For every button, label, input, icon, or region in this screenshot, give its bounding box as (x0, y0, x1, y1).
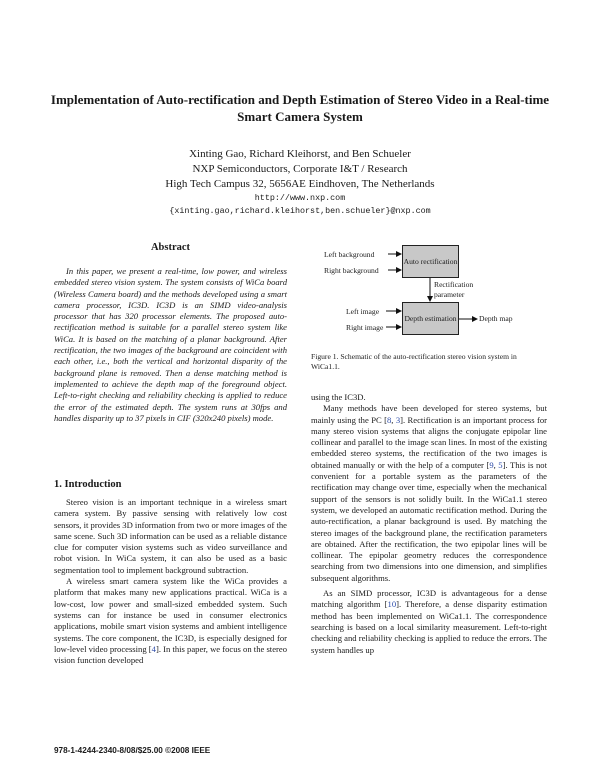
right-p1-text-a: Many methods have been developed for stereo systems, but mainly using the PC [ (311, 403, 547, 425)
authors: Xinting Gao, Richard Kleihorst, and Ben Schueler (189, 148, 411, 160)
right-p2-text-b: ]. Therefore, a dense disparity estimation method has been implemented on WiCa1.1. The correspondence searching is based on a local similarity measurement. Left-to-right checking and reliability checking is applied to reduce the errors. The system handles up (311, 599, 547, 655)
right-p1-sep-1: , (391, 414, 396, 425)
right-p1-text-c: ]. This is not convenient for a portable system as the parameters of the rectification may change over time, especially when the mechanical support of the sensors is not solidly built. In the WiCa1.1 stereo system, we developed an automatic rectification method. During the auto-rectification, a planar background is used. By matching the stereo images of the background plane, the rectification parameters are obtained. After the rectification, the two epipolar lines will be collinear. The epipolar geometry reduces the correspondence searching from two dimensions into one dimension, and simplifies subsequent algorithms. (311, 459, 547, 583)
right-p2-text-a: As an SIMD processor, IC3D is advantageous for a dense matching algorithm [ (311, 588, 547, 610)
citation-link[interactable]: 3 (395, 414, 401, 425)
citation-link[interactable]: 10 (387, 599, 397, 610)
copyright-footer: 978-1-4244-2340-8/08/$25.00 ©2008 IEEE (54, 746, 211, 755)
website-link[interactable]: http://www.nxp.com (254, 193, 346, 203)
intro-paragraph-2-text: A wireless smart camera system like the WiCa provides a platform that makes many new applications practical. WiCa is a low-cost, low power and small-sized embedded system. Such systems can for instance be used in consumer electronics applications, mobile smart vision systems and ambient intelligence systems. The core component, the IC3D, is especially designed for low-level video processing [ (54, 576, 287, 654)
diagram-arrows (300, 240, 560, 350)
label-depth-map: Depth map (479, 314, 513, 323)
citation-link[interactable]: 9 (489, 459, 494, 470)
email-addresses[interactable]: {xinting.gao,richard.kleihorst,ben.schueler}@nxp.com (169, 206, 431, 216)
right-paragraph-0: using the IC3D. (311, 392, 366, 402)
affiliation: NXP Semiconductors, Corporate I&T / Research (192, 163, 408, 175)
intro-paragraph-1: Stereo vision is an important technique in a wireless smart camera system. By passive sensing with relatively low cost sensors, it provides 3D information from two or more images of the same scene. Such 3D information can be used as a reliable distance clue for computer vision systems such as video surveillance and robot vision. In WiCa system, it can also be used as a basic segmentation tool to implement background subtraction. (54, 497, 287, 575)
label-rect-param-text: Rectification parameter (434, 280, 474, 299)
paper-title: Implementation of Auto-rectification and Depth Estimation of Stereo Video in a Real-time Smart Camera System (50, 92, 550, 124)
label-right-background: Right background (324, 266, 379, 275)
citation-link[interactable]: 8 (386, 414, 392, 425)
figure-1-caption: Figure 1. Schematic of the auto-rectification stereo vision system in WiCa1.1. (311, 352, 517, 371)
intro-paragraph-2-text-end: ]. In this paper, we focus on the stereo vision function developed (54, 643, 287, 666)
label-left-image: Left image (346, 307, 380, 316)
right-paragraph-1 (311, 403, 547, 584)
label-left-background: Left background (324, 250, 375, 259)
citation-link[interactable]: 5 (498, 459, 503, 470)
abstract-text: In this paper, we present a real-time, low power, and wireless embedded stereo vision system. The system consists of WiCa board (Wireless Camera board) and the methods developed using a smart camera processor, IC3D. IC3D is an SIMD video-analysis processor that has 320 processor elements. The proposed auto-rectification method is suitable for a parallel stereo system like WiCa. It is based on the matching of a planar background. After rectification, the two images of the background are coincident with each other, i.e., both the vertical and horizontal disparity of the background plane is removed. Then a dense matching method is implemented to achieve the depth map of the foreground object. Left-to-right checking and reliability checking is applied to reduce the error of the estimated depth. The system runs at 30fps and handles disparity up to 37 pixels in CIF (320x240 pixels) mode. (54, 266, 287, 423)
introduction-heading: 1. Introduction (54, 479, 122, 490)
depth-estimation-box: Depth estimation (402, 302, 459, 335)
label-right-image: Right image (346, 323, 384, 332)
intro-paragraph-2 (54, 576, 287, 666)
right-paragraph-2 (311, 588, 547, 656)
abstract-heading: Abstract (150, 242, 191, 253)
right-p1-sep-2: , (493, 459, 499, 470)
introduction-body (54, 497, 287, 666)
auto-rectification-box: Auto rectification (402, 245, 459, 278)
address: High Tech Campus 32, 5656AE Eindhoven, The Netherlands (165, 178, 435, 190)
citation-link[interactable]: 4 (151, 643, 156, 654)
right-p1-text-b: ]. Rectification is an important process for many stereo vision systems that aligns the conjugate epipolar line collinear and parallel to the image scan lines. In most of the existing embedded stereo systems, the rectification of the two images is obtained manually or with the help of a computer [ (311, 414, 548, 470)
right-column-body (311, 392, 547, 656)
